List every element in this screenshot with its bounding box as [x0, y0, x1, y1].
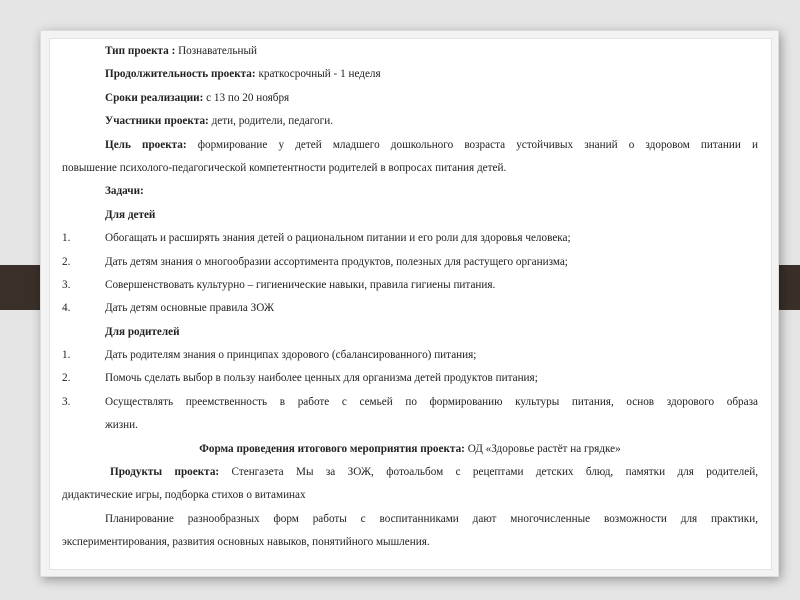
project-type-value: Познавательный: [178, 45, 257, 57]
list-item-text: Дать родителям знания о принципах здорового (сбалансированного) питания;: [105, 349, 477, 362]
list-item: [62, 277, 758, 300]
project-dates-line: [62, 90, 758, 113]
list-item: [62, 394, 758, 417]
final-event-line: [62, 441, 758, 464]
list-item: [62, 300, 758, 323]
list-item-continuation: жизни.: [105, 419, 138, 432]
products-label: Продукты проекта:: [110, 466, 220, 479]
project-type-line: [62, 43, 758, 66]
products-continuation: дидактические игры, подборка стихов о витаминах: [62, 489, 306, 502]
list-item-text: Дать детям знания о многообразии ассортимента продуктов, полезных для растущего организма;: [105, 255, 568, 268]
products-value: Стенгазета Мы за ЗОЖ, фотоальбом с рецептами детских блюд, памятки для родителей,: [231, 466, 758, 479]
list-item-text: Обогащать и расширять знания детей о рациональном питании и его роли для здоровья человека;: [105, 232, 571, 245]
document-content: [62, 43, 758, 558]
products-line: [62, 464, 758, 487]
list-item-number: 4.: [62, 302, 71, 315]
project-dates-value: с 13 по 20 ноября: [206, 91, 290, 104]
list-item-number: 3.: [62, 395, 71, 408]
project-duration-value: краткосрочный - 1 неделя: [258, 68, 381, 81]
parents-heading-text: Для родителей: [105, 325, 180, 338]
list-item-text: Помочь сделать выбор в пользу наиболее ценных для организма детей продуктов питания;: [105, 372, 538, 385]
list-item: [62, 347, 758, 370]
list-item-text: Осуществлять преемственность в работе с семьей по формированию культуры питания, основ здорового образа: [105, 395, 758, 408]
list-item-number: 3.: [62, 278, 71, 291]
project-goal-line: [62, 137, 758, 160]
project-duration-label: Продолжительность проекта:: [105, 68, 256, 81]
list-item-number: 2.: [62, 372, 71, 385]
project-goal-label: Цель проекта:: [105, 138, 187, 151]
list-item-text: Дать детям основные правила ЗОЖ: [105, 302, 275, 315]
tasks-heading-text: Задачи:: [105, 185, 144, 198]
project-dates-label: Сроки реализации:: [105, 91, 204, 104]
project-duration-line: [62, 66, 758, 89]
parents-heading: [62, 324, 758, 347]
list-item: [62, 230, 758, 253]
final-event-value: ОД «Здоровье растёт на грядке»: [467, 442, 621, 455]
project-participants-value: дети, родители, педагоги.: [211, 115, 334, 128]
planning-line: Планирование разнообразных форм работы с воспитанниками дают многочисленные возможности для практики,: [105, 512, 758, 525]
list-item-number: 2.: [62, 255, 71, 268]
list-item-number: 1.: [62, 349, 71, 362]
list-item-number: 1.: [62, 232, 71, 245]
list-item: [62, 370, 758, 393]
planning-continuation: экспериментирования, развития основных навыков, понятийного мышления.: [62, 536, 430, 549]
project-participants-label: Участники проекта:: [105, 115, 209, 128]
children-heading-text: Для детей: [105, 208, 156, 221]
project-goal-value: формирование у детей младшего дошкольного возраста устойчивых знаний о здоровом питании и: [197, 138, 758, 151]
project-goal-continuation: повышение психолого-педагогической компетентности родителей в вопросах питания детей.: [62, 161, 507, 174]
final-event-label: Форма проведения итогового мероприятия проекта:: [199, 442, 465, 455]
tasks-heading: [62, 183, 758, 206]
list-item-text: Совершенствовать культурно – гигиенические навыки, правила гигиены питания.: [105, 278, 496, 291]
children-heading: [62, 207, 758, 230]
project-participants-line: [62, 113, 758, 136]
project-type-label: Тип проекта :: [105, 45, 176, 57]
list-item: [62, 254, 758, 277]
